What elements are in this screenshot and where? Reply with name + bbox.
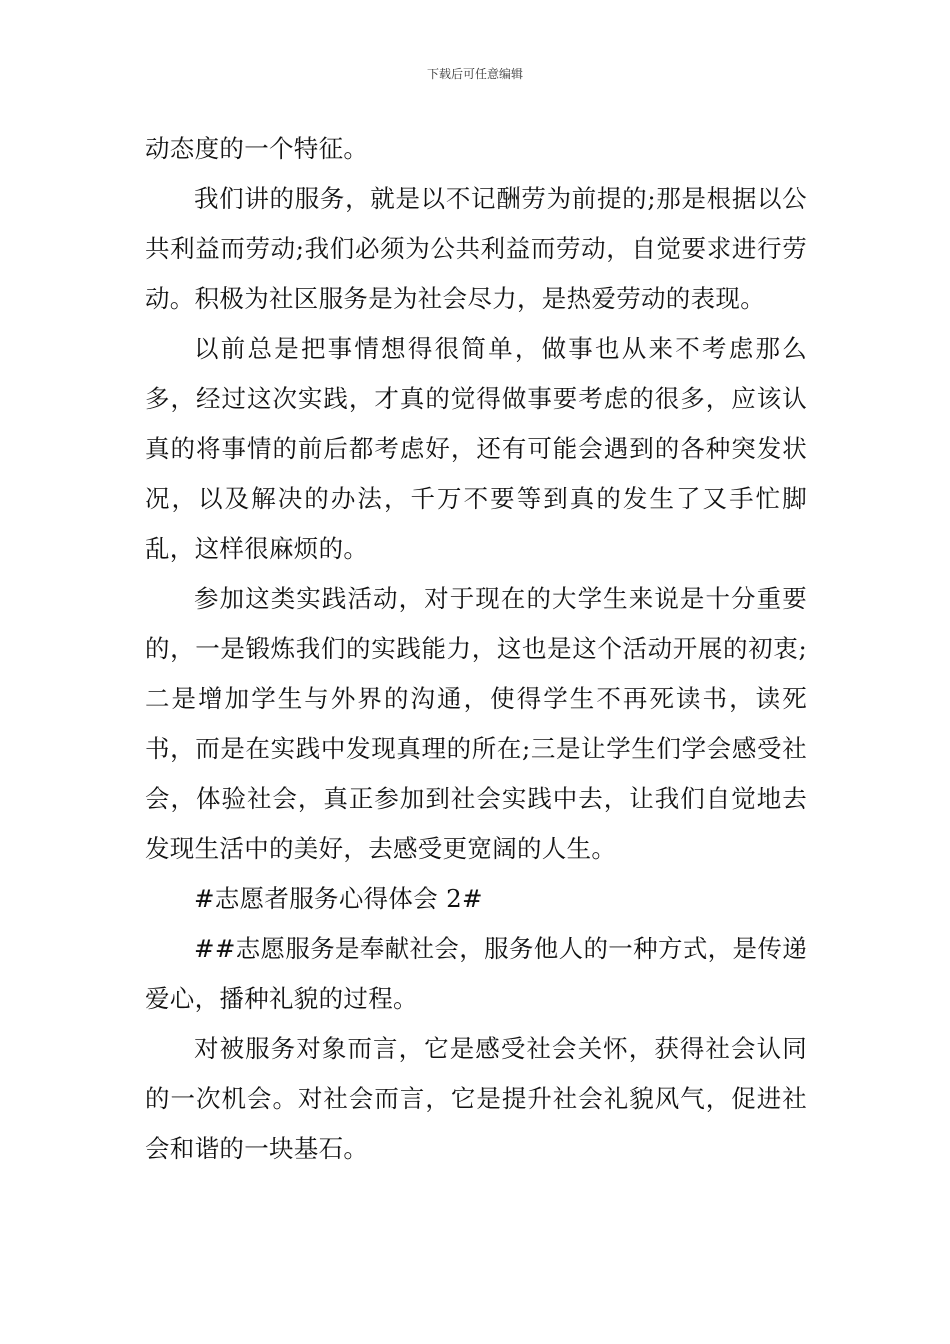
paragraph-4: 参加这类实践活动，对于现在的大学生来说是十分重要的，一是锻炼我们的实践能力，这也是这个活动开展的初衷;二是增加学生与外界的沟通，使得学生不再死读书，读死书，而是在实践中发现真理的所在;三是让学生们学会感受社会，体验社会，真正参加到社会实践中去，让我们自觉地去发现生活中的美好，去感受更宽阔的人生。	[145, 584, 807, 863]
paragraph-3: 以前总是把事情想得很简单，做事也从来不考虑那么多，经过这次实践，才真的觉得做事要考虑的很多，应该认真的将事情的前后都考虑好，还有可能会遇到的各种突发状况，以及解决的办法，千万不要等到真的发生了又手忙脚乱，这样很麻烦的。	[145, 334, 807, 563]
paragraph-5: ##志愿服务是奉献社会，服务他人的一种方式，是传递爱心，播种礼貌的过程。	[145, 934, 807, 1013]
section-heading: #志愿者服务心得体会 2#	[194, 884, 483, 913]
document-body	[145, 124, 807, 1174]
paragraph-1: 动态度的一个特征。	[145, 134, 369, 163]
paragraph-6: 对被服务对象而言，它是感受社会关怀，获得社会认同的一次机会。对社会而言，它是提升社会礼貌风气，促进社会和谐的一块基石。	[145, 1034, 807, 1163]
paragraph-2: 我们讲的服务，就是以不记酬劳为前提的;那是根据以公共利益而劳动;我们必须为公共利益而劳动，自觉要求进行劳动。积极为社区服务是为社会尽力，是热爱劳动的表现。	[145, 184, 807, 313]
page-header: 下载后可任意编辑	[426, 67, 523, 81]
